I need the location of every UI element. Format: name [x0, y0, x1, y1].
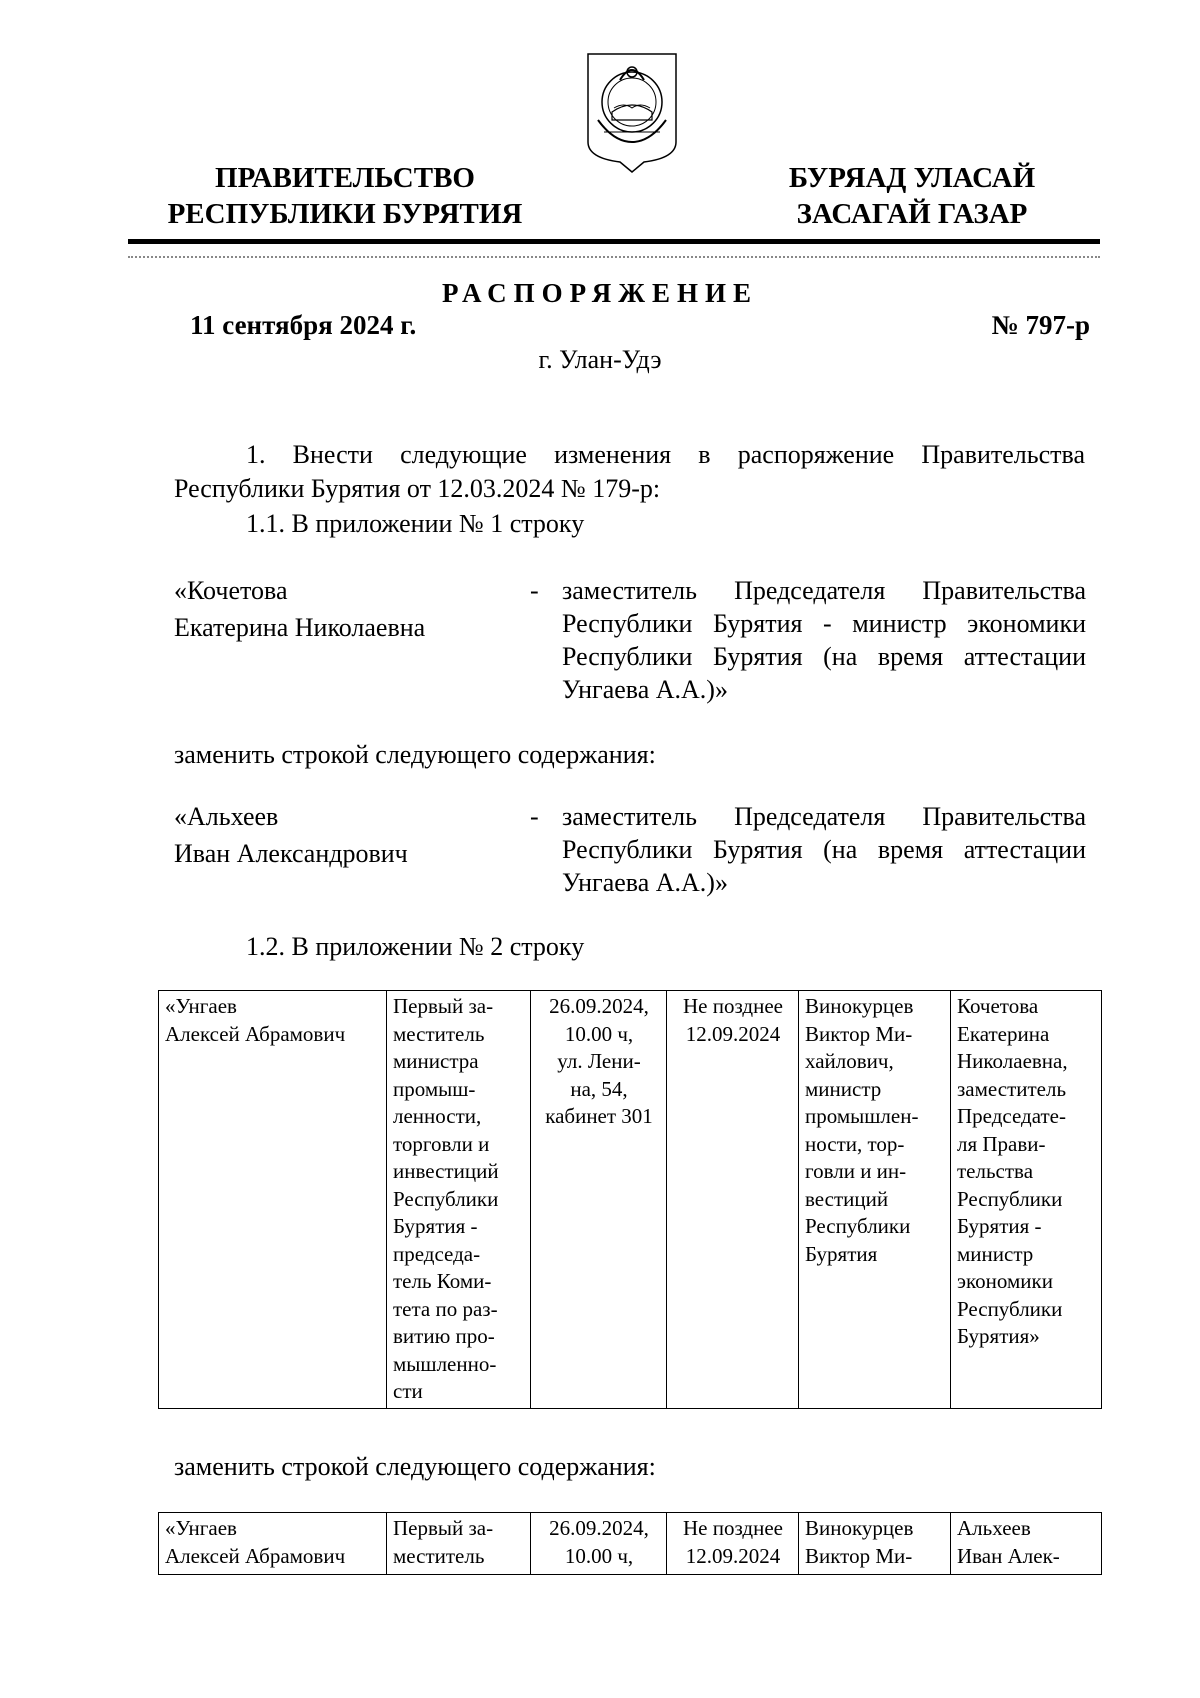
old-row-dash: -: [530, 576, 539, 605]
new-row-name-line1: «Альхеев: [174, 802, 279, 831]
paragraph-1-2: 1.2. В приложении № 2 строку: [246, 932, 585, 961]
table-row: [159, 1513, 1102, 1575]
new-row-position-last: Унгаева А.А.)»: [562, 868, 728, 897]
replace-text-2: заменить строкой следующего содержания:: [174, 1452, 656, 1481]
old-row-table: [158, 990, 1102, 1409]
old-row-position: [562, 574, 1086, 706]
header-dotted-rule: [128, 256, 1100, 258]
table-cell-responsible: [799, 991, 951, 1409]
new-row-position: [562, 800, 1086, 899]
table-cell-deadline: [667, 1513, 799, 1575]
cell-text: Первый за- меститель: [393, 1516, 494, 1568]
government-title-bua: [742, 160, 1082, 232]
new-row-table: [158, 1512, 1102, 1575]
document-city: г. Улан-Удэ: [538, 345, 662, 374]
table-cell-employee: [159, 1513, 387, 1575]
old-row-name: [174, 574, 514, 644]
cell-text: Не позднее 12.09.2024: [683, 994, 783, 1046]
table-cell-position: [387, 991, 531, 1409]
cell-text: «Унгаев Алексей Абрамович: [165, 1516, 346, 1568]
old-row-name-line2: Екатерина Николаевна: [174, 613, 426, 642]
cell-text: Винокурцев Виктор Ми-: [805, 1516, 914, 1568]
government-title-bua-line2: ЗАСАГАЙ ГАЗАР: [796, 198, 1028, 230]
table-cell-substitute: [951, 991, 1102, 1409]
table-cell-responsible: [799, 1513, 951, 1575]
old-row-name-line1: «Кочетова: [174, 576, 288, 605]
table-cell-substitute: [951, 1513, 1102, 1575]
new-row-dash: -: [530, 802, 539, 831]
table-cell-date-place: [531, 991, 667, 1409]
cell-text: Первый за- меститель министра промыш- ленности, торговли и инвестиций Республики Бурятия - председа- тель Коми- тета по раз- витию про- мышленно- сти: [393, 994, 499, 1403]
cell-text: Не позднее 12.09.2024: [683, 1516, 783, 1568]
cell-text: Альхеев Иван Алек-: [957, 1516, 1060, 1568]
table-cell-position: [387, 1513, 531, 1575]
document-type: РАСПОРЯЖЕНИЕ: [441, 278, 759, 308]
cell-text: Кочетова Екатерина Николаевна, заместитель Председате- ля Прави- тельства Республики Бурятия - министр экономики Республики Бурятия»: [957, 994, 1068, 1348]
document-date: 11 сентября 2024 г.: [190, 310, 417, 340]
document-number: № 797-р: [991, 310, 1090, 340]
government-title-line1: ПРАВИТЕЛЬСТВО: [215, 162, 475, 194]
table-cell-employee: [159, 991, 387, 1409]
header-rule: [128, 239, 1100, 244]
cell-text: 26.09.2024, 10.00 ч, ул. Лени- на, 54, кабинет 301: [545, 994, 653, 1128]
government-title-line2: РЕСПУБЛИКИ БУРЯТИЯ: [167, 198, 523, 230]
new-row-name-line2: Иван Александрович: [174, 839, 408, 868]
government-title-bua-line1: БУРЯАД УЛАСАЙ: [788, 162, 1036, 194]
new-row-name: [174, 800, 514, 870]
old-row-position-last: Унгаева А.А.)»: [562, 675, 728, 704]
table-cell-date-place: [531, 1513, 667, 1575]
old-row-position-main: заместитель Председателя Правительства Республики Бурятия - министр экономики Республики Бурятия (на время аттестации: [562, 576, 1086, 671]
cell-text: Винокурцев Виктор Ми- хайлович, министр промышлен- ности, тор- говли и ин- вестиций Республики Бурятия: [805, 994, 919, 1266]
new-row-position-main: заместитель Председателя Правительства Республики Бурятия (на время аттестации: [562, 802, 1086, 864]
cell-text: 26.09.2024, 10.00 ч,: [549, 1516, 649, 1568]
table-cell-deadline: [667, 991, 799, 1409]
paragraph-1-1: 1.1. В приложении № 1 строку: [246, 509, 585, 538]
coat-of-arms-emblem: [584, 50, 680, 174]
paragraph-1: 1. Внести следующие изменения в распоряжение Правительства Республики Бурятия от 12.03.2024 № 179-р:: [174, 440, 1085, 503]
cell-text: «Унгаев Алексей Абрамович: [165, 994, 346, 1046]
replace-text-1: заменить строкой следующего содержания:: [174, 740, 656, 769]
government-title-ru: [150, 160, 540, 232]
table-row: [159, 991, 1102, 1409]
